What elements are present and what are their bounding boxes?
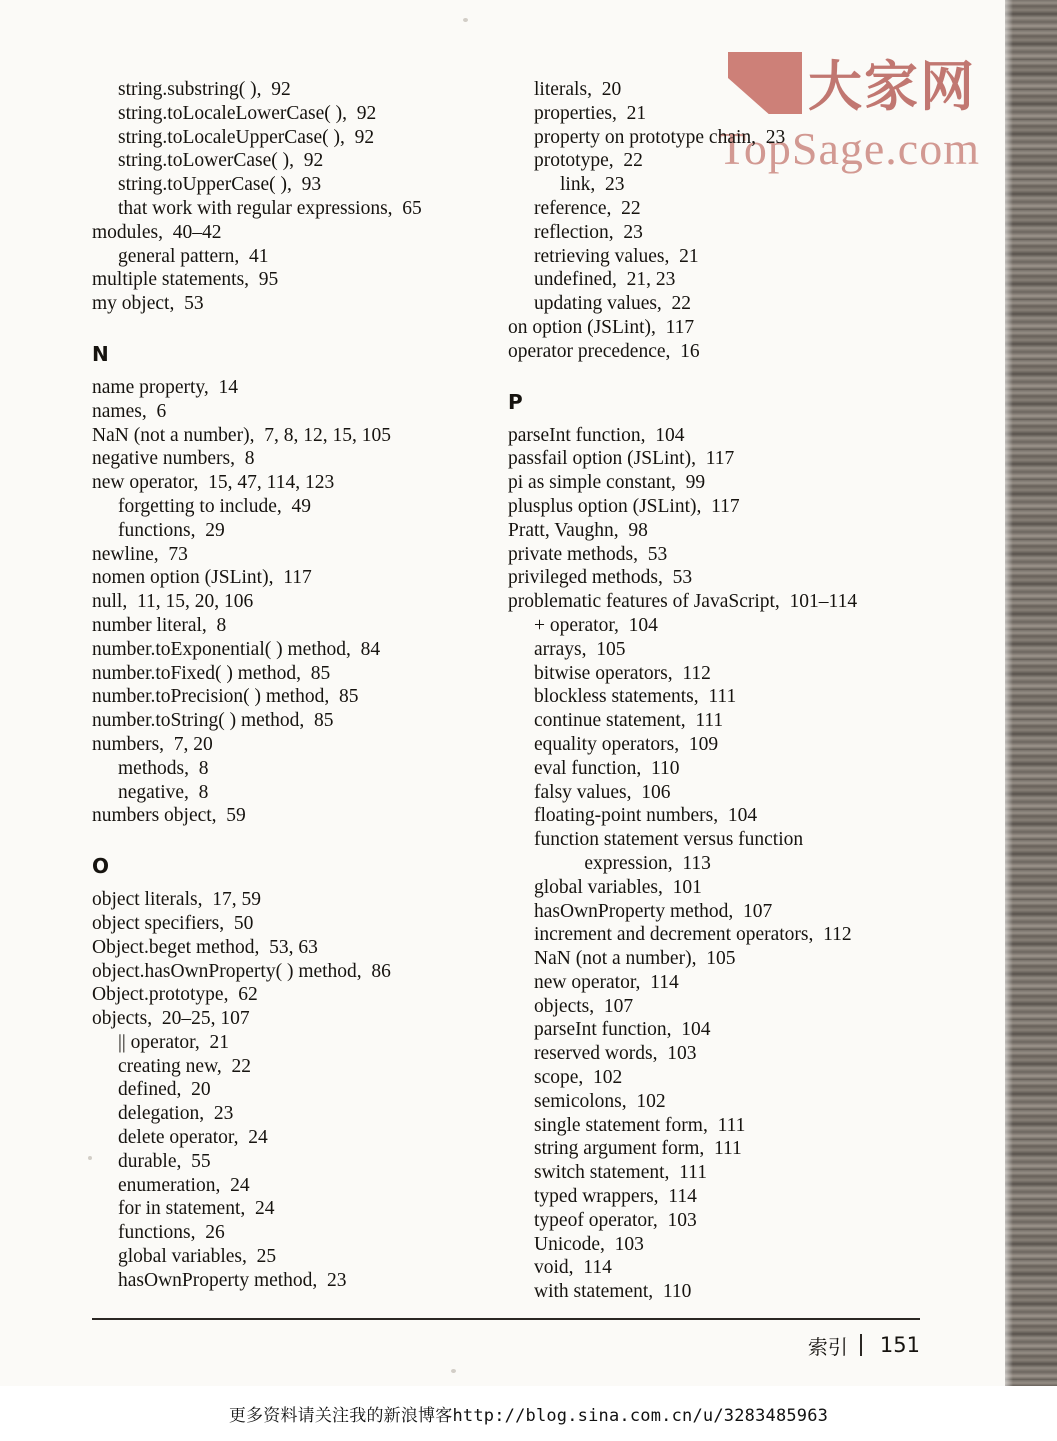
- index-entry: negative, 8: [118, 781, 209, 803]
- index-entry: number.toString( ) method, 85: [92, 710, 334, 732]
- index-entry: enumeration, 24: [118, 1174, 250, 1196]
- index-entry: Object.beget method, 53, 63: [92, 936, 318, 958]
- index-entry: privileged methods, 53: [508, 567, 693, 589]
- index-entry: nomen option (JSLint), 117: [92, 567, 312, 589]
- index-entry: single statement form, 111: [534, 1114, 746, 1136]
- index-entry: that work with regular expressions, 65: [118, 197, 422, 219]
- index-entry: general pattern, 41: [118, 245, 269, 267]
- index-entry: eval function, 110: [534, 757, 680, 779]
- index-entry: number.toExponential( ) method, 84: [92, 638, 381, 660]
- index-entry: hasOwnProperty method, 107: [534, 900, 773, 922]
- index-entry: object specifiers, 50: [92, 912, 254, 934]
- index-entry: number.toPrecision( ) method, 85: [92, 686, 359, 708]
- index-entry: durable, 55: [118, 1150, 211, 1172]
- page-footer: [92, 1328, 920, 1362]
- index-entry: NaN (not a number), 7, 8, 12, 15, 105: [92, 424, 391, 446]
- index-entry: multiple statements, 95: [92, 269, 279, 291]
- index-entry: methods, 8: [118, 757, 209, 779]
- scan-speck: [88, 1156, 92, 1160]
- index-entry: negative numbers, 8: [92, 448, 255, 470]
- index-entry: global variables, 101: [534, 876, 702, 898]
- index-entry: reserved words, 103: [534, 1043, 697, 1065]
- index-entry: undefined, 21, 23: [534, 269, 676, 291]
- index-entry: passfail option (JSLint), 117: [508, 448, 735, 470]
- footer-separator: [860, 1334, 862, 1356]
- index-entry: reference, 22: [534, 197, 641, 219]
- index-entry: private methods, 53: [508, 543, 668, 565]
- watermark-chinese-text: 大家网: [808, 55, 976, 118]
- footer-section-label: 索引: [807, 1334, 848, 1359]
- index-entry: retrieving values, 21: [534, 245, 699, 267]
- index-entry: defined, 20: [118, 1079, 211, 1101]
- index-entry: function statement versus function: [534, 829, 804, 851]
- index-entry: Unicode, 103: [534, 1233, 644, 1255]
- index-entry: object literals, 17, 59: [92, 889, 261, 911]
- index-entry: forgetting to include, 49: [118, 495, 311, 517]
- index-entry: literals, 20: [534, 79, 622, 100]
- index-entry: prototype, 22: [534, 150, 643, 172]
- index-entry: reflection, 23: [534, 221, 643, 243]
- index-entry: typed wrappers, 114: [534, 1186, 697, 1208]
- index-entry: equality operators, 109: [534, 733, 719, 755]
- index-column-left: [92, 78, 512, 1293]
- index-entry: string.toLocaleLowerCase( ), 92: [118, 102, 377, 124]
- index-entry: semicolons, 102: [534, 1090, 666, 1112]
- index-entry: + operator, 104: [534, 614, 658, 636]
- index-entry: pi as simple constant, 99: [508, 472, 706, 494]
- index-entry: Pratt, Vaughn, 98: [508, 519, 648, 541]
- index-entry: number.toFixed( ) method, 85: [92, 662, 331, 684]
- index-entry: void, 114: [534, 1257, 612, 1279]
- scan-speck: [451, 1369, 456, 1373]
- index-entry: parseInt function, 104: [534, 1019, 711, 1041]
- page-number: 151: [879, 1333, 920, 1357]
- index-entry: my object, 53: [92, 293, 204, 315]
- index-entry: || operator, 21: [118, 1031, 229, 1053]
- index-entry: on option (JSLint), 117: [508, 316, 695, 338]
- index-entry: for in statement, 24: [118, 1198, 275, 1220]
- index-entry: names, 6: [92, 400, 167, 422]
- index-entry: new operator, 114: [534, 971, 679, 993]
- index-entry: objects, 107: [534, 995, 634, 1017]
- index-entry: modules, 40–42: [92, 221, 222, 243]
- index-entry: scope, 102: [534, 1067, 623, 1089]
- index-entry: problematic features of JavaScript, 101–114: [508, 591, 858, 613]
- index-entry: delete operator, 24: [118, 1127, 268, 1149]
- index-entry: property on prototype chain, 23: [534, 126, 786, 148]
- index-letter-heading: P: [508, 389, 523, 414]
- index-entry: typeof operator, 103: [534, 1209, 697, 1231]
- index-entry: increment and decrement operators, 112: [534, 924, 852, 946]
- index-entry: string.toUpperCase( ), 93: [118, 174, 322, 196]
- index-entry: functions, 29: [118, 519, 225, 541]
- bottom-banner: 更多资料请关注我的新浪博客http://blog.sina.com.cn/u/3283485963: [0, 1386, 1057, 1441]
- index-entry: number literal, 8: [92, 614, 227, 636]
- index-columns: [0, 78, 1005, 1303]
- index-entry: new operator, 15, 47, 114, 123: [92, 472, 335, 494]
- index-entry: object.hasOwnProperty( ) method, 86: [92, 960, 391, 982]
- index-entry: bitwise operators, 112: [534, 662, 711, 684]
- watermark-latin-text: TopSage.com: [718, 123, 981, 174]
- index-entry: functions, 26: [118, 1222, 225, 1244]
- index-letter-heading: N: [92, 341, 109, 366]
- index-entry: plusplus option (JSLint), 117: [508, 495, 740, 517]
- index-entry: floating-point numbers, 104: [534, 805, 758, 827]
- index-entry: string.toLocaleUpperCase( ), 92: [118, 126, 375, 148]
- index-entry: link, 23: [560, 174, 625, 196]
- index-entry: Object.prototype, 62: [92, 984, 258, 1006]
- index-entry: blockless statements, 111: [534, 686, 737, 708]
- index-entry: updating values, 22: [534, 293, 692, 315]
- index-entry: parseInt function, 104: [508, 424, 685, 446]
- book-binding-strip: [1005, 0, 1057, 1386]
- index-entry: string.substring( ), 92: [118, 79, 291, 100]
- index-column-right: [508, 78, 928, 1304]
- index-entry: expression, 113: [560, 852, 711, 874]
- index-entry: string argument form, 111: [534, 1138, 742, 1160]
- index-entry: with statement, 110: [534, 1281, 692, 1303]
- index-entry: hasOwnProperty method, 23: [118, 1269, 347, 1291]
- index-entry: objects, 20–25, 107: [92, 1008, 250, 1030]
- scan-speck: [463, 18, 468, 22]
- index-entry: NaN (not a number), 105: [534, 948, 736, 970]
- index-entry: name property, 14: [92, 376, 239, 398]
- index-entry: creating new, 22: [118, 1055, 252, 1077]
- index-entry: numbers object, 59: [92, 805, 246, 827]
- index-entry: switch statement, 111: [534, 1162, 707, 1184]
- index-entry: arrays, 105: [534, 638, 626, 660]
- index-entry: falsy values, 106: [534, 781, 671, 803]
- index-entry: continue statement, 111: [534, 710, 724, 732]
- index-entry: operator precedence, 16: [508, 340, 700, 362]
- footer-divider: [92, 1318, 920, 1320]
- index-entry: global variables, 25: [118, 1246, 277, 1268]
- index-letter-heading: O: [92, 854, 110, 879]
- index-entry: delegation, 23: [118, 1103, 234, 1125]
- index-entry: newline, 73: [92, 543, 188, 565]
- index-entry: null, 11, 15, 20, 106: [92, 591, 254, 613]
- index-entry: properties, 21: [534, 102, 647, 124]
- index-entry: string.toLowerCase( ), 92: [118, 150, 324, 172]
- index-entry: numbers, 7, 20: [92, 733, 213, 755]
